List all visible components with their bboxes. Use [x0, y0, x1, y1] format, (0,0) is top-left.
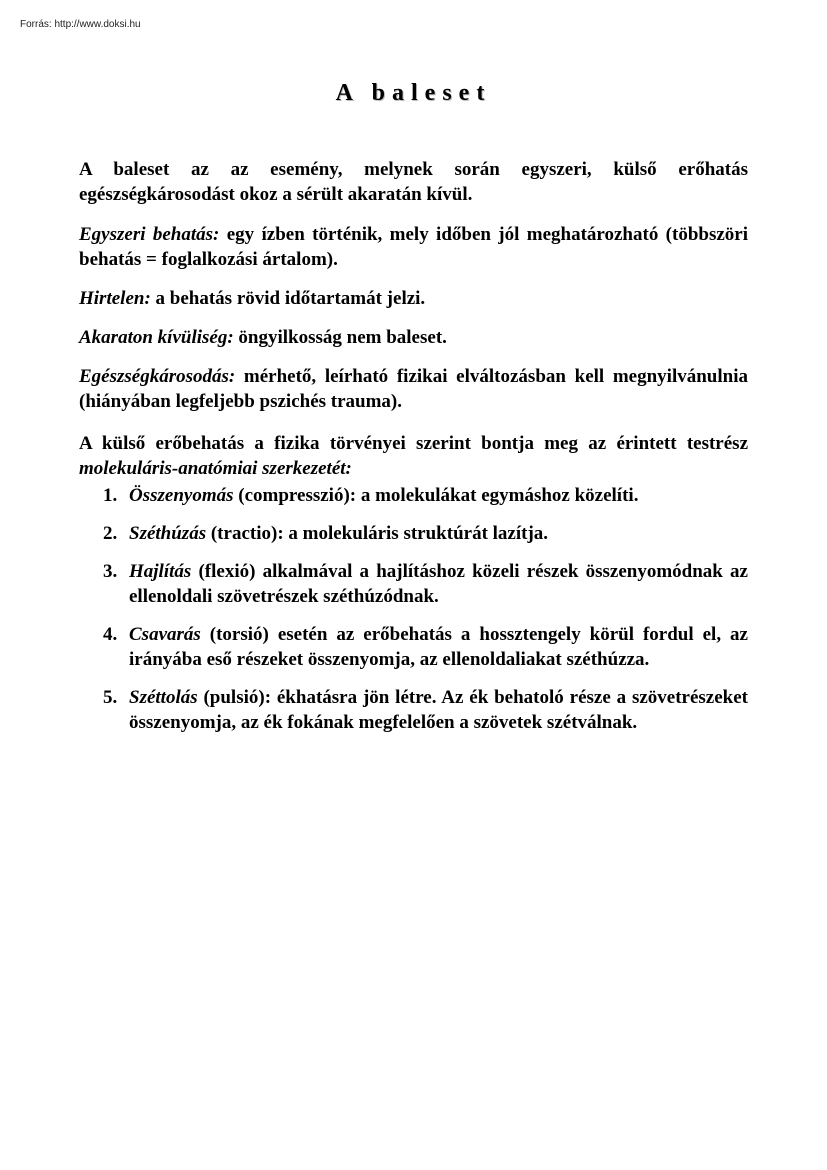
force-italic: molekuláris-anatómiai szerkezetét:	[79, 458, 352, 479]
list-text: (torsió) esetén az erőbehatás a hossztengely körül fordul el, az irányába eső részeket összenyomja, az ellenoldaliakat széthúzza.	[129, 624, 748, 670]
definition-term: Akaraton kívüliség:	[79, 327, 234, 348]
list-number: 2.	[103, 523, 118, 544]
list-text: (pulsió): ékhatásra jön létre. Az ék behatoló része a szövetrészeket összenyomja, az ék fokának megfelelően a szövetek szétválnak.	[129, 687, 748, 733]
definition-sudden	[79, 286, 748, 311]
list-term: Széttolás	[129, 687, 198, 708]
definition-text: öngyilkosság nem baleset.	[233, 327, 447, 348]
intro-paragraph: A baleset az az esemény, melynek során egyszeri, külső erőhatás egészségkárosodást okoz a sérült akaratán kívül.	[79, 159, 748, 205]
list-number: 3.	[103, 561, 118, 582]
list-text: (tractio): a molekuláris struktúrát lazítja.	[206, 523, 549, 544]
list-item	[79, 622, 748, 672]
list-item	[79, 521, 748, 546]
document-body	[79, 157, 748, 748]
list-number: 1.	[103, 485, 118, 506]
list-item	[79, 483, 748, 508]
definition-involuntary	[79, 325, 748, 350]
page-title: A baleset	[335, 80, 492, 106]
definition-term: Hirtelen:	[79, 288, 151, 309]
list-term: Hajlítás	[129, 561, 192, 582]
list-number: 5.	[103, 687, 118, 708]
force-text: A külső erőbehatás a fizika törvényei szerint bontja meg az érintett testrész	[79, 433, 748, 454]
definition-text: mérhető, leírható fizikai elváltozásban kell megnyilvánulnia (hiányában legfeljebb pszichés trauma).	[79, 366, 748, 412]
list-item	[79, 559, 748, 609]
definition-single-impact	[79, 222, 748, 272]
list-item	[79, 685, 748, 735]
list-number: 4.	[103, 624, 118, 645]
definition-text: a behatás rövid időtartamát jelzi.	[150, 288, 426, 309]
force-type-list	[79, 483, 748, 735]
definition-term: Egészségkárosodás:	[79, 366, 236, 387]
list-text: (compresszió): a molekulákat egymáshoz közelíti.	[233, 485, 639, 506]
list-term: Csavarás	[129, 624, 201, 645]
definition-text: egy ízben történik, mely időben jól meghatározható (többszöri behatás = foglalkozási ártalom).	[79, 224, 749, 270]
list-text: (flexió) alkalmával a hajlításhoz közeli részek összenyomódnak az ellenoldali szövetrészek széthúzódnak.	[129, 561, 748, 607]
definition-term: Egyszeri behatás:	[79, 224, 220, 245]
force-paragraph	[79, 431, 748, 481]
source-line: Forrás: http://www.doksi.hu	[20, 19, 141, 30]
list-term: Összenyomás	[129, 485, 234, 506]
list-term: Széthúzás	[129, 523, 207, 544]
definition-health-damage	[79, 364, 748, 414]
